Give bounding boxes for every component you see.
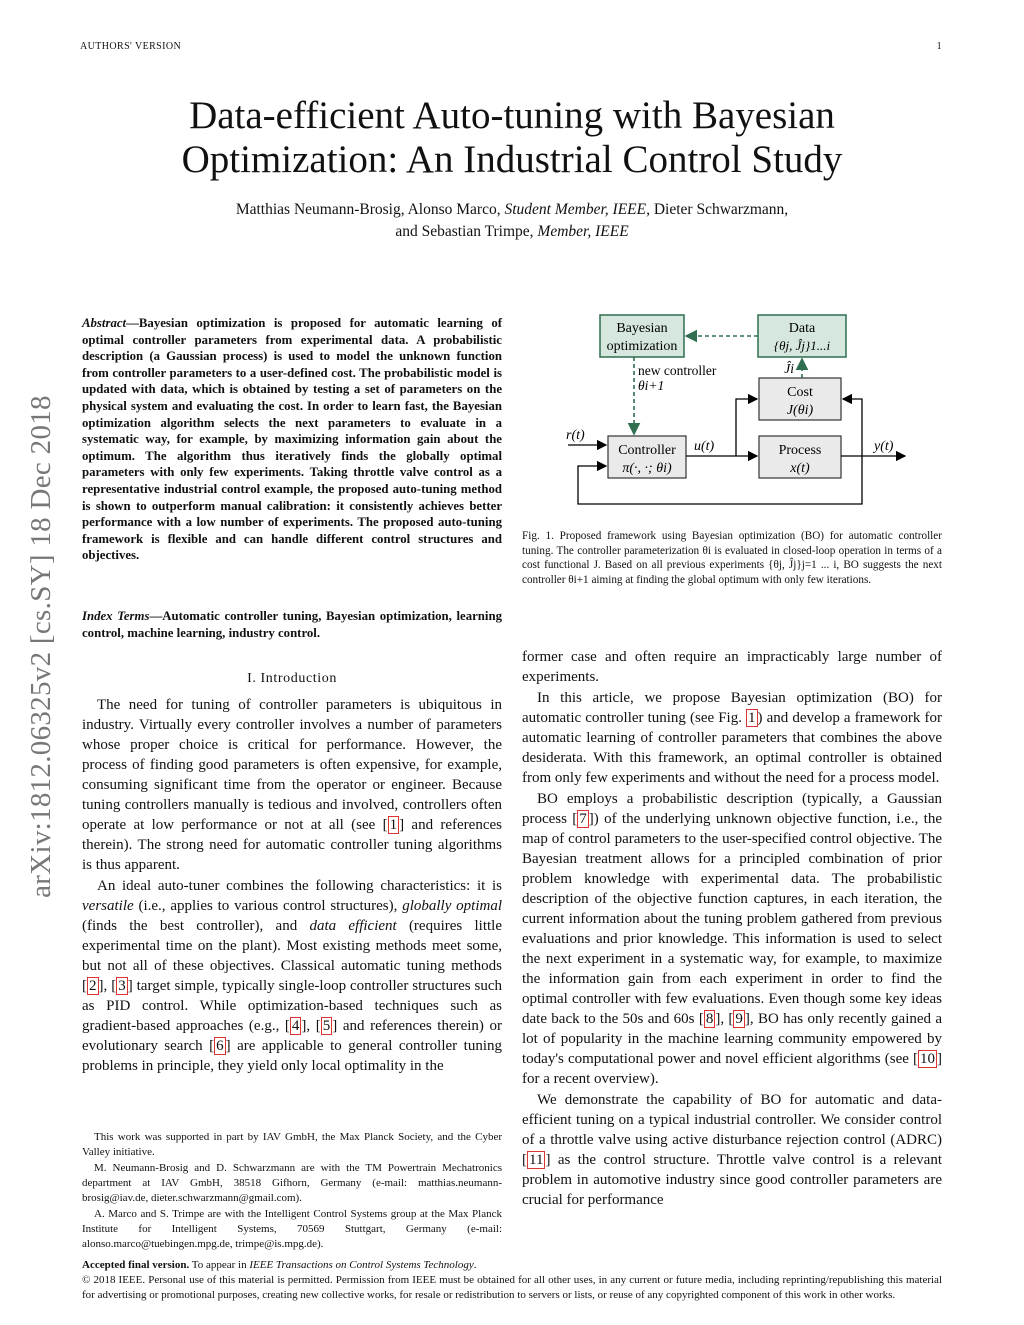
r-signal-label: r(t) <box>566 428 585 443</box>
arrow-u-to-cost <box>736 399 757 456</box>
footnote-affiliation-1: M. Neumann-Brosig and D. Schwarzmann are with the TM Powertrain Mechatronics department at IAV GmbH, 38518 Gifhorn, Germany (e-mail: matthias.neumann-brosig@iav.de, dieter.schwarzmann@gmail.com). <box>82 1162 502 1204</box>
text-run: We demonstrate the capability of BO for automatic and data-efficient tuning on a typical industrial controller. We consider control of a throttle valve using active disturbance rejection control (ADRC) <box>522 1092 942 1148</box>
controller-label-1: Controller <box>618 443 676 458</box>
bo-label-1: Bayesian <box>616 321 668 336</box>
emphasis: versatile <box>82 898 134 914</box>
journal-name: IEEE Transactions on Control Systems Technology <box>249 1259 474 1271</box>
arxiv-stamp <box>5 351 77 941</box>
bo-label-2: optimization <box>606 339 678 354</box>
left-column-body <box>82 695 502 1076</box>
text-run: for a recent overview). <box>522 1071 659 1087</box>
bottom-notice <box>82 1258 942 1302</box>
text-run: , BO has only recently gained a lot of popularity in the machine learning community empowered by today's computational power and novel efficient algorithms (see <box>522 1011 943 1067</box>
text-run: An ideal auto-tuner combines the following characteristics: it is <box>97 878 502 894</box>
arrow-y-to-cost <box>843 399 862 456</box>
footnote-affiliation-2: A. Marco and S. Trimpe are with the Intelligent Control Systems group at the Max Planck Institute for Intelligent Systems, 70569 Stuttgart, Germany (e-mail: alonso.marco@tuebingen.mpg.de, trimpe@is.mpg.de). <box>82 1208 502 1250</box>
citation-link[interactable]: 7 <box>579 811 587 827</box>
author-names-1: Matthias Neumann-Brosig, Alonso Marco, <box>235 201 501 218</box>
abstract-text: —Bayesian optimization is proposed for automatic learning of optimal controller parameters from experimental data. A probabilistic description (a Gaussian process) is used to model the unknown function from controller parameters to a user-defined cost. The probabilistic model is updated with data, which is obtained by testing a set of parameters on the physical system and evaluating the cost. In order to learn fast, the Bayesian optimization algorithm selects the next parameters to evaluate in a systematic way, for example, by maximizing information gain about the optimum. The algorithm thus iteratively finds the globally optimal parameters with only few experiments. Taking throttle valve control as a representative industrial control example, the proposed auto-tuning method is shown to outperform manual calibration: it consistently achieves better performance with a low number of experiments. The proposed auto-tuning framework is flexible and can handle different control structures and objectives. <box>82 316 502 563</box>
text-run: and references therein). The strong need for automatic controller tuning algorithms is thus apparent. <box>82 817 502 873</box>
y-signal-label: y(t) <box>874 439 894 454</box>
abstract-lead: Abstract <box>82 316 127 330</box>
emphasis: data efficient <box>309 918 397 934</box>
author-names-2: Dieter Schwarzmann, <box>653 201 789 218</box>
citation-link[interactable]: 4 <box>291 1018 300 1034</box>
paragraph-continued: former case and often require an impracticably large number of experiments. <box>522 649 942 685</box>
text-run: The need for tuning of controller parameters is ubiquitous in industry. Virtually every controller involves a number of parameters whose proper choice is critical for performance. However, the process of finding good parameters is often expensive, for example, consuming significant time from the operator or engineer. Because tuning controllers manually is tedious and involved, controllers often operate at low performance or not at all (see <box>82 697 502 833</box>
copyright-notice: © 2018 IEEE. Personal use of this material is permitted. Permission from IEEE must be obtained for all other uses, in any current or future media, including reprinting/republishing this material for advertising or promotional purposes, creating new collective works, for resale or redistribution to servers or lists, or reuse of any copyrighted component of this work in other works. <box>82 1273 942 1301</box>
jhat-label: Ĵi <box>784 361 794 376</box>
figure-1-diagram <box>562 308 912 514</box>
paragraph-bo: BO employs a probabilistic description (typically, a Gaussian process [ 7 ]) of the underlying unknown objective function, i.e., the map of control parameters to the user-specified control objective. The Bayesian treatment allows for a principled combination of prior problem knowledge with experimental data. The probabilistic description of the objective function captures, in each iteration, the current information about the tuning problem gathered from previous evaluations and prior knowledge. This information is used to select the next experiment in a systematic way, for example, to maximize the information gain from each experiment in order to find the optimal controller with few evaluations. Even though some key ideas date back to the 50s and 60s [ 8 ], [ 9 ], BO has only recently gained a lot of popularity in the machine learning community empowered by today's computational power and novel efficient algorithms (see [ 10 ] for a recent overview). <box>522 791 943 1087</box>
authors-line-2 <box>80 222 944 242</box>
right-column-body <box>522 647 942 1210</box>
text-run: as the control structure. Throttle valve control is a relevant problem in automotive industry since good controller parameters are crucial for performance <box>522 1152 942 1208</box>
index-terms-lead: Index Terms <box>82 609 150 623</box>
author-membership-1: Student Member, IEEE, <box>504 201 650 218</box>
controller-label-2: π(·, ·; θi) <box>622 461 672 476</box>
paragraph-demonstrate: We demonstrate the capability of BO for automatic and data-efficient tuning on a typical industrial controller. We consider control of a throttle valve using active disturbance rejection control (ADRC) [ 11 ] as the control structure. Throttle valve control is a relevant problem in automotive industry since good controller parameters are crucial for performance <box>522 1092 942 1208</box>
theta-next-label: θi+1 <box>638 378 665 393</box>
section-heading: I. Introduction <box>247 671 337 686</box>
accepted-label: Accepted final version. <box>82 1259 190 1271</box>
new-controller-label: new controller <box>638 363 717 378</box>
cost-label-1: Cost <box>787 385 813 400</box>
process-label-2: x(t) <box>790 461 810 476</box>
figure-reference-link[interactable]: 1 <box>748 710 756 726</box>
running-header: AUTHORS' VERSION <box>80 41 182 52</box>
index-terms <box>82 608 502 641</box>
text-run: , <box>306 1018 316 1034</box>
author-names-3: and Sebastian Trimpe, <box>395 223 534 240</box>
index-terms-text: —Automatic controller tuning, Bayesian optimization, learning control, machine learning, industry control. <box>82 609 502 640</box>
intro-paragraph-1: The need for tuning of controller parameters is ubiquitous in industry. Virtually every controller involves a number of parameters whose proper choice is critical for performance. However, the process of finding good parameters is often expensive, for example, consuming significant time from the operator or engineer. Because tuning controllers manually is tedious and involved, controllers often operate at low performance or not at all (see [ 1 ] and references therein). The strong need for automatic controller tuning algorithms is thus apparent. <box>82 697 502 873</box>
citation-link[interactable]: 10 <box>920 1051 935 1067</box>
text-run: target simple, typically single-loop controller structures such as PID control. While optimization-based techniques such as gradient-based approaches (e.g., <box>82 978 503 1034</box>
citation-link[interactable]: 2 <box>89 978 97 994</box>
intro-paragraph-2: An ideal auto-tuner combines the following characteristics: it is versatile (i.e., applies to various control structures), globally optimal (finds the best controller), and data efficient (requires little experimental time on the plant). Most existing methods meet some, but not all of these objectives. Classical automatic tuning methods [ 2 ], [ 3 ] target simple, typically single-loop controller structures such as PID control. While optimization-based techniques such as gradient-based approaches (e.g., [ 4 ], [ 5 ] and references therein) or evolutionary search [ 6 ] are applicable to general controller tuning problems in principle, they yield only local optimality in the <box>82 878 503 1074</box>
abstract <box>82 315 502 564</box>
citation-link[interactable]: 11 <box>529 1152 544 1168</box>
citation-link[interactable]: 1 <box>389 817 398 833</box>
footnotes <box>82 1130 502 1253</box>
citation-link[interactable]: 6 <box>216 1038 224 1054</box>
text-run: (requires little experimental time on the plant). Most existing methods meet some, but not all of these objectives. Classical automatic tuning methods <box>82 918 502 974</box>
emphasis: globally optimal <box>402 898 502 914</box>
authors-line-1 <box>80 200 944 220</box>
text-run: , <box>103 978 112 994</box>
citation-link[interactable]: 3 <box>118 978 126 994</box>
paper-title: Data-efficient Auto-tuning with Bayesian Optimization: An Industrial Control Study <box>181 94 843 181</box>
arxiv-stamp-text: arXiv:1812.06325v2 [cs.SY] 18 Dec 2018 <box>24 394 57 898</box>
u-signal-label: u(t) <box>694 439 715 454</box>
text-run: (finds the best controller), and <box>82 918 310 934</box>
footnote-funding: This work was supported in part by IAV GmbH, the Max Planck Society, and the Cyber Valley initiative. <box>82 1131 502 1158</box>
citation-link[interactable]: 8 <box>705 1011 714 1027</box>
data-set-label: {θj, Ĵj}1...i <box>773 338 831 353</box>
text-run: ) of the underlying unknown objective function, i.e., the map of control parameters to the user-specified control objective. The Bayesian treatment allows for a principled combination of prior problem knowledge with experimental data. The probabilistic description of the objective function captures, in each iteration, the current information about the tuning problem gathered from previous evaluations and prior knowledge. This information is used to select the next experiment in a systematic way, for example, to maximize the information gain from each experiment in order to find the optimal controller with few evaluations. Even though some key ideas date back to the 50s and 60s <box>522 811 942 1027</box>
figure-caption: Fig. 1. Proposed framework using Bayesian optimization (BO) for automatic controller tuning. The controller parameterization θi is evaluated in closed-loop operation in terms of a cost functional J. Based on all previous experiments {θj, Ĵj}j=1 ... i, BO suggests the next controller θi+1 aiming at finding the global optimum with only few iterations. <box>522 530 942 586</box>
citation-link[interactable]: 9 <box>735 1011 743 1027</box>
text-run: In this article, we propose Bayesian optimization (BO) for automatic controller tuning (see Fig. <box>522 690 942 726</box>
text-run: and references therein) or evolutionary search <box>82 1018 503 1054</box>
data-label: Data <box>788 321 816 336</box>
text-run: are applicable to general controller tuning problems in principle, they yield only local optimality in the <box>82 1038 503 1074</box>
text-run: (i.e., applies to various control structures), <box>133 898 403 914</box>
text-run: , <box>720 1011 729 1027</box>
text-run: . <box>473 1259 477 1271</box>
text-run: To appear in <box>189 1259 250 1271</box>
text-run: ) and develop a framework for automatic learning of controller parameters that combines the above desiderata. With this framework, an optimal controller is obtained from only few experiments and without the need for a process model. <box>522 710 942 786</box>
page-number: 1 <box>936 41 942 52</box>
author-membership-2: Member, IEEE <box>537 223 629 240</box>
text-run: BO employs a probabilistic description (typically, a Gaussian process <box>522 791 942 827</box>
citation-link[interactable]: 5 <box>322 1018 331 1034</box>
paragraph-proposal <box>522 688 942 788</box>
process-label-1: Process <box>778 443 822 458</box>
accepted-line <box>82 1258 942 1273</box>
cost-label-2: J(θi) <box>786 403 814 418</box>
